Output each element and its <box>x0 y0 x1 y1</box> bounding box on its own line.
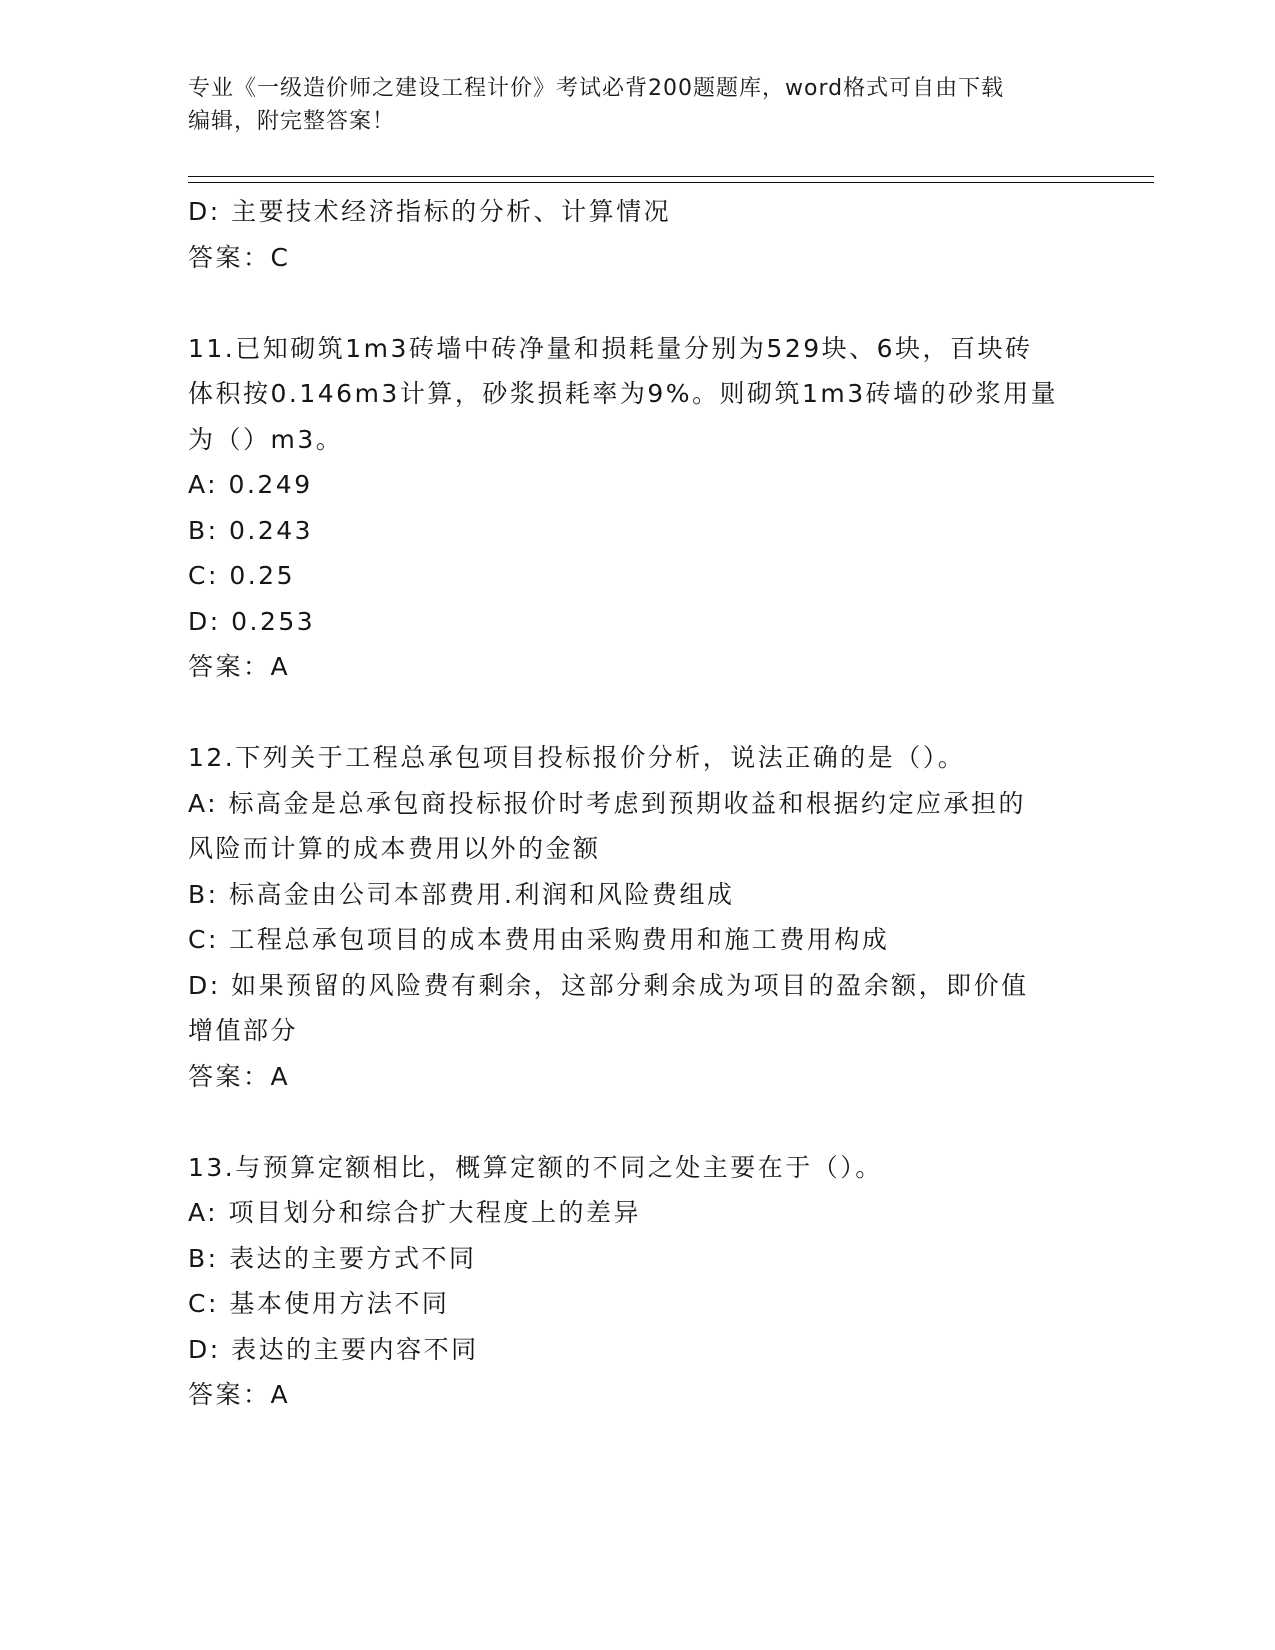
header-line-1: 专业《一级造价师之建设工程计价》考试必背200题题库，word格式可自由下载 <box>188 76 1005 101</box>
answer-line: 答案：A <box>188 1061 291 1091</box>
option-d: D: 0.253 <box>188 606 316 636</box>
option-a: A: 0.249 <box>188 470 313 499</box>
question-12 <box>188 735 1088 1099</box>
option-b: B: 表达的主要方式不同 <box>188 1243 477 1273</box>
option-d: D: 主要技术经济指标的分析、计算情况 <box>188 197 672 226</box>
answer-line: 答案：A <box>188 652 291 681</box>
question-11 <box>188 326 1088 690</box>
header-rule-bottom <box>188 182 1154 183</box>
question-stem-line: 体积按0.146m3计算，砂浆损耗率为9%。则砌筑1m3砖墙的砂浆用量 <box>188 379 1059 408</box>
question-stem-line: 12.下列关于工程总承包项目投标报价分析，说法正确的是（）。 <box>188 743 966 772</box>
header-rule-top <box>188 176 1154 177</box>
page-header <box>188 72 1088 138</box>
question-13 <box>188 1145 1088 1418</box>
option-d: D: 如果预留的风险费有剩余，这部分剩余成为项目的盈余额，即价值 <box>188 970 1029 1000</box>
answer-line: 答案：C <box>188 242 291 272</box>
spacer <box>188 1099 1088 1145</box>
question-stem-line: 11.已知砌筑1m3砖墙中砖净量和损耗量分别为529块、6块，百块砖 <box>188 333 1033 363</box>
question-stem-line: 13.与预算定额相比，概算定额的不同之处主要在于（）。 <box>188 1152 883 1182</box>
header-line-2: 编辑，附完整答案！ <box>188 109 396 134</box>
option-d: D: 表达的主要内容不同 <box>188 1334 479 1364</box>
option-b: B: 0.243 <box>188 515 314 545</box>
question-stem-line: 为（）m3。 <box>188 424 344 454</box>
spacer <box>188 690 1088 736</box>
previous-question-tail <box>188 189 1088 280</box>
spacer <box>188 280 1088 326</box>
option-c: C: 0.25 <box>188 561 295 590</box>
question-content <box>188 189 1088 1418</box>
option-b: B: 标高金由公司本部费用.利润和风险费组成 <box>188 879 735 909</box>
answer-line: 答案：A <box>188 1380 291 1409</box>
option-a: A: 标高金是总承包商投标报价时考虑到预期收益和根据约定应承担的 <box>188 788 1027 818</box>
option-c: C: 工程总承包项目的成本费用由采购费用和施工费用构成 <box>188 925 890 954</box>
option-c: C: 基本使用方法不同 <box>188 1289 450 1318</box>
option-a-continued: 风险而计算的成本费用以外的金额 <box>188 834 601 863</box>
option-a: A: 项目划分和综合扩大程度上的差异 <box>188 1198 642 1227</box>
option-d-continued: 增值部分 <box>188 1016 299 1045</box>
